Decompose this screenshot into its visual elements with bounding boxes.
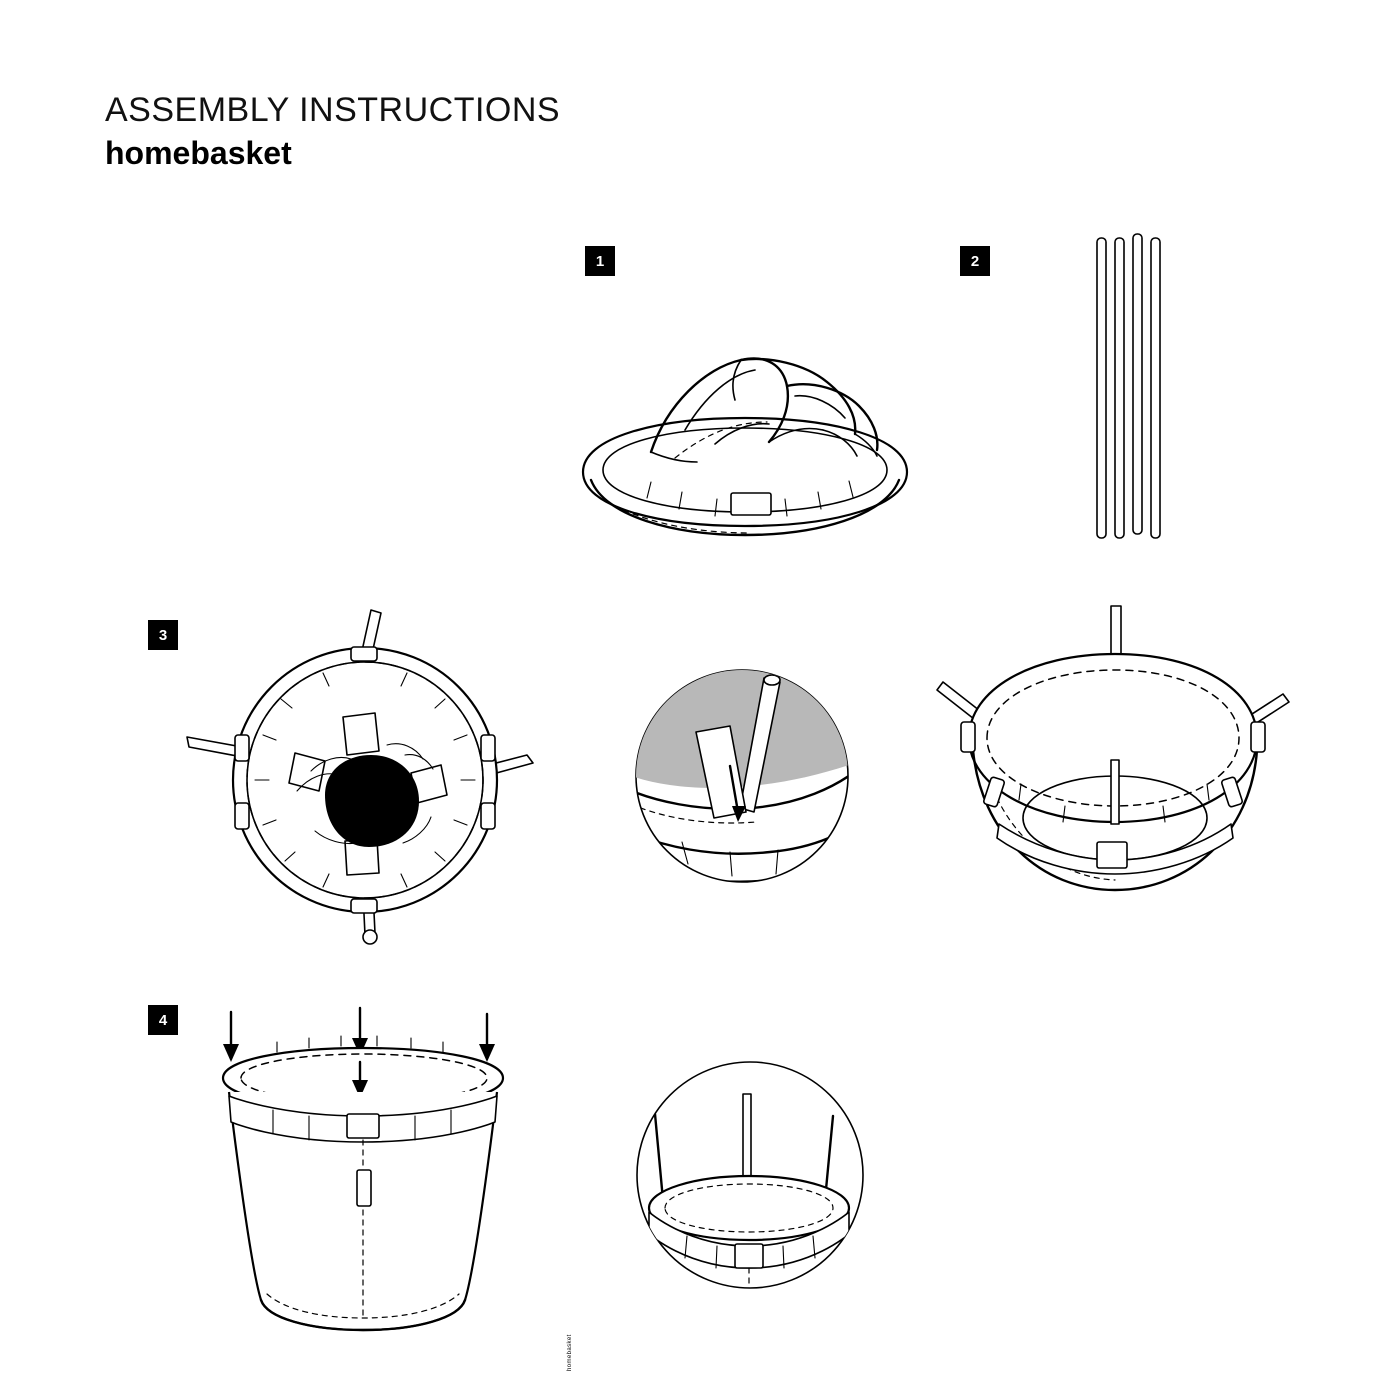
pole-3: [1133, 234, 1142, 534]
figure-step-1-folded-basket: [555, 330, 935, 550]
step-badge-4: 4: [148, 1005, 178, 1035]
figure-step-3-top-view: [175, 595, 555, 955]
figure-step-4-detail-circle: [625, 1050, 875, 1300]
figure-step-3-three-quarter-view: [925, 598, 1295, 918]
pole-2: [1115, 238, 1124, 538]
page-title: ASSEMBLY INSTRUCTIONS: [105, 91, 561, 129]
step-badge-3: 3: [148, 620, 178, 650]
figure-step-2-poles: [1085, 232, 1195, 552]
pole-4: [1151, 238, 1160, 538]
pole-1: [1097, 238, 1106, 538]
figure-step-3-detail-circle: [612, 666, 872, 886]
brand-label: homebasket: [567, 1334, 573, 1371]
arrow-down-left: [223, 1012, 239, 1062]
title-block: [105, 90, 560, 173]
product-name: homebasket: [105, 135, 292, 172]
step-badge-1: 1: [585, 246, 615, 276]
figure-step-4-assembled-basket: [205, 1000, 573, 1371]
arrow-down-right: [479, 1014, 495, 1062]
step-badge-2: 2: [960, 246, 990, 276]
